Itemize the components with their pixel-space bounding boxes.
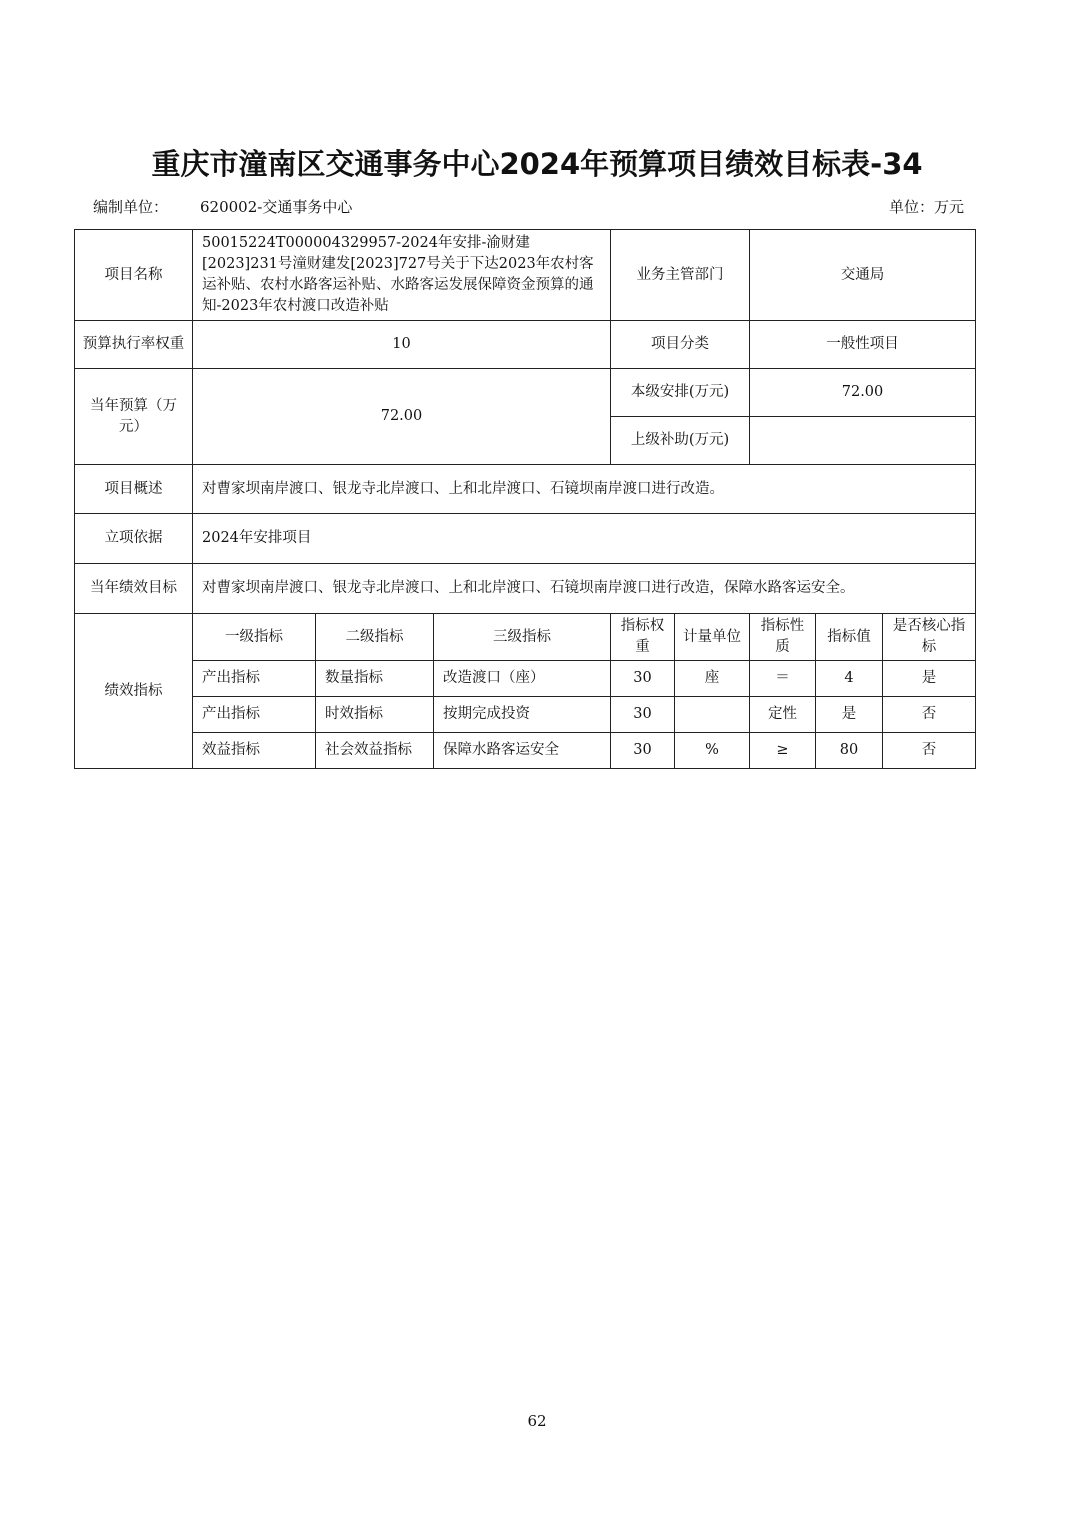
category-label: 项目分类 [611, 321, 750, 369]
table-row [75, 661, 976, 697]
perf-header-core: 是否核心指标 [883, 614, 976, 661]
perf-level1: 效益指标 [193, 733, 316, 769]
perf-core: 是 [883, 661, 976, 697]
perf-unit [675, 697, 750, 733]
table-row [75, 697, 976, 733]
perf-weight: 30 [611, 697, 675, 733]
perf-core: 否 [883, 733, 976, 769]
perf-weight: 30 [611, 733, 675, 769]
performance-table [74, 229, 976, 769]
perf-header-level2: 二级指标 [316, 614, 434, 661]
perf-header-value: 指标值 [816, 614, 883, 661]
project-name-value: 50015224T000004329957-2024年安排-渝财建[2023]231号潼财建发[2023]727号关于下达2023年农村客运补贴、农村水路客运补贴、水路客运发展保障资金预算的通知-2023年农村渡口改造补贴 [193, 230, 611, 321]
perf-value: 80 [816, 733, 883, 769]
unit-label: 编制单位： [93, 198, 169, 216]
perf-label: 绩效指标 [75, 614, 193, 769]
perf-header-nature: 指标性质 [750, 614, 816, 661]
budget-label: 当年预算（万元） [75, 369, 193, 465]
perf-header-level3: 三级指标 [434, 614, 611, 661]
perf-level2: 社会效益指标 [316, 733, 434, 769]
perf-header-level1: 一级指标 [193, 614, 316, 661]
local-budget-value: 72.00 [750, 369, 976, 417]
perf-header-unit: 计量单位 [675, 614, 750, 661]
perf-nature: 定性 [750, 697, 816, 733]
overview-value: 对曹家坝南岸渡口、银龙寺北岸渡口、上和北岸渡口、石镜坝南岸渡口进行改造。 [193, 465, 976, 514]
perf-level2: 时效指标 [316, 697, 434, 733]
perf-level1: 产出指标 [193, 661, 316, 697]
upper-budget-value [750, 417, 976, 465]
currency-unit: 单位：万元 [888, 198, 964, 216]
perf-level2: 数量指标 [316, 661, 434, 697]
perf-level3: 按期完成投资 [434, 697, 611, 733]
budget-value: 72.00 [193, 369, 611, 465]
page-title: 重庆市潼南区交通事务中心2024年预算项目绩效目标表-34 [151, 147, 923, 181]
basis-value: 2024年安排项目 [193, 514, 976, 564]
perf-nature: ＝ [750, 661, 816, 697]
local-budget-label: 本级安排(万元) [611, 369, 750, 417]
perf-level3: 改造渡口（座） [434, 661, 611, 697]
dept-value: 交通局 [750, 230, 976, 321]
page-number: 62 [527, 1412, 547, 1430]
goal-value: 对曹家坝南岸渡口、银龙寺北岸渡口、上和北岸渡口、石镜坝南岸渡口进行改造，保障水路客运安全。 [193, 564, 976, 614]
table-row [75, 733, 976, 769]
basis-label: 立项依据 [75, 514, 193, 564]
upper-budget-label: 上级补助(万元) [611, 417, 750, 465]
perf-value: 是 [816, 697, 883, 733]
dept-label: 业务主管部门 [611, 230, 750, 321]
weight-label: 预算执行率权重 [75, 321, 193, 369]
category-value: 一般性项目 [750, 321, 976, 369]
goal-label: 当年绩效目标 [75, 564, 193, 614]
perf-unit: % [675, 733, 750, 769]
perf-level3: 保障水路客运安全 [434, 733, 611, 769]
unit-value: 620002-交通事务中心 [200, 198, 353, 216]
perf-nature: ≥ [750, 733, 816, 769]
perf-unit: 座 [675, 661, 750, 697]
perf-weight: 30 [611, 661, 675, 697]
perf-level1: 产出指标 [193, 697, 316, 733]
perf-header-weight: 指标权重 [611, 614, 675, 661]
weight-value: 10 [193, 321, 611, 369]
perf-value: 4 [816, 661, 883, 697]
project-name-label: 项目名称 [75, 230, 193, 321]
overview-label: 项目概述 [75, 465, 193, 514]
perf-core: 否 [883, 697, 976, 733]
